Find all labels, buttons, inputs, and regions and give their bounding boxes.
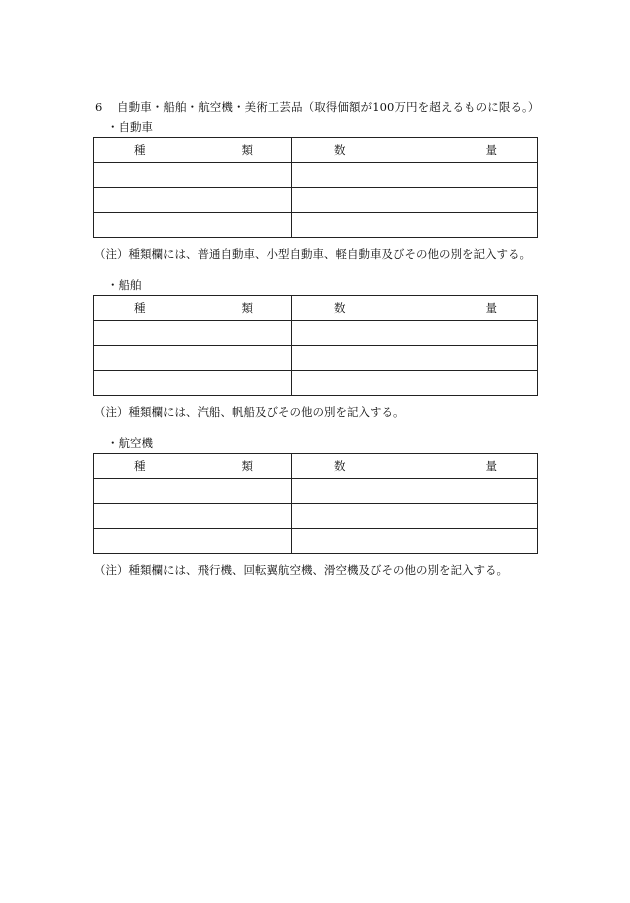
note-ship: （注）種類欄には、汽船、帆船及びその他の別を記入する。 [94,405,405,419]
kind-cell[interactable] [94,163,292,188]
table-row [94,479,538,504]
header-kind-char-2: 類 [241,459,253,473]
table-row [94,213,538,238]
quantity-cell[interactable] [292,188,538,213]
header-qty-char-2: 量 [485,301,497,315]
header-qty-char-2: 量 [485,459,497,473]
quantity-cell[interactable] [292,163,538,188]
quantity-cell[interactable] [292,321,538,346]
header-kind-char-2: 類 [241,301,253,315]
table-header-row [94,296,538,321]
header-quantity [292,138,538,163]
table-header-row [94,454,538,479]
header-kind-char-1: 種 [134,301,146,315]
quantity-cell[interactable] [292,346,538,371]
kind-cell[interactable] [94,371,292,396]
table-header-row [94,138,538,163]
header-kind [94,296,292,321]
section-heading [95,99,540,115]
kind-cell[interactable] [94,504,292,529]
quantity-cell[interactable] [292,371,538,396]
group-label-aircraft: ・航空機 [107,436,153,450]
kind-cell[interactable] [94,479,292,504]
table-row [94,529,538,554]
quantity-cell[interactable] [292,504,538,529]
header-qty-char-1: 数 [334,301,346,315]
table-row [94,346,538,371]
table-row [94,163,538,188]
quantity-cell[interactable] [292,479,538,504]
header-qty-char-1: 数 [334,459,346,473]
table-row [94,321,538,346]
kind-cell[interactable] [94,529,292,554]
table-row [94,504,538,529]
table-row [94,371,538,396]
header-kind-char-1: 種 [134,143,146,157]
header-kind-char-2: 類 [241,143,253,157]
note-automobile: （注）種類欄には、普通自動車、小型自動車、軽自動車及びその他の別を記入する。 [94,247,531,261]
header-quantity [292,454,538,479]
kind-cell[interactable] [94,321,292,346]
quantity-cell[interactable] [292,529,538,554]
header-qty-char-1: 数 [334,143,346,157]
ship-table [93,295,538,396]
kind-cell[interactable] [94,188,292,213]
note-aircraft: （注）種類欄には、飛行機、回転翼航空機、滑空機及びその他の別を記入する。 [94,563,508,577]
automobile-table [93,137,538,238]
header-qty-char-2: 量 [485,143,497,157]
header-kind-char-1: 種 [134,459,146,473]
header-kind [94,454,292,479]
quantity-cell[interactable] [292,213,538,238]
table-row [94,188,538,213]
group-label-automobile: ・自動車 [107,120,153,134]
kind-cell[interactable] [94,213,292,238]
kind-cell[interactable] [94,346,292,371]
header-kind [94,138,292,163]
aircraft-table [93,453,538,554]
section-number: 6 [95,100,103,114]
section-title: 自動車・船舶・航空機・美術工芸品（取得価額が100万円を超えるものに限る。） [117,100,540,114]
header-quantity [292,296,538,321]
group-label-ship: ・船舶 [107,278,142,292]
